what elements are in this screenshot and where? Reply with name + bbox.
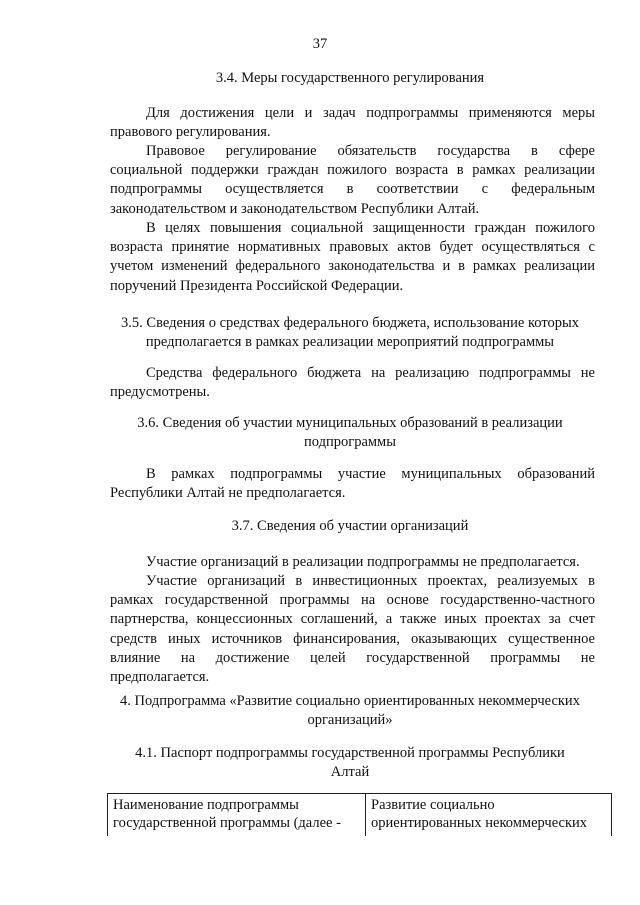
section-3-4-paragraph-3: В целях повышения социальной защищенности граждан пожилого возраста принятие нормативных правовых актов будет осуществляться с учетом изменений федерального законодательства и в рамках реализации поручений Президента Российской Федерации. xyxy=(110,220,595,294)
section-3-7-paragraph-2: Участие организаций в инвестиционных проектах, реализуемых в рамках государственной программы на основе государственно-частного партнерства, концессионных соглашений, а также иных проектах за счет средств иных источников финансирования, оказывающих существенное влияние на достижение целей государственной программы не предполагается. xyxy=(110,573,595,686)
table-row xyxy=(108,794,612,837)
section-4-title: 4. Подпрограмма «Развитие социально ориентированных некоммерческих организаций» xyxy=(120,693,580,728)
section-3-6-title: 3.6. Сведения об участии муниципальных образований в реализации подпрограммы xyxy=(137,415,563,450)
table-cell-label: Наименование подпрограммы государственной программы (далее - xyxy=(108,794,366,837)
table-cell-value: Развитие социально ориентированных некоммерческих xyxy=(366,794,612,837)
section-3-5-title: 3.5. Сведения о средствах федерального бюджета, использование которых предполагается в рамках реализации мероприятий подпрограммы xyxy=(121,315,579,350)
section-3-4-paragraph-2: Правовое регулирование обязательств государства в сфере социальной поддержки граждан пожилого возраста в рамках реализации подпрограммы осуществляется в соответствии с федеральным законодательством и законодательством Республики Алтай. xyxy=(110,143,595,217)
section-3-4-paragraph-1: Для достижения цели и задач подпрограммы применяются меры правового регулирования. xyxy=(110,105,595,141)
page-number: 37 xyxy=(312,36,328,52)
section-4-1-title: 4.1. Паспорт подпрограммы государственной программы Республики Алтай xyxy=(135,745,565,780)
passport-table xyxy=(107,793,612,836)
section-3-7-paragraph-1: Участие организаций в реализации подпрограммы не предполагается. xyxy=(146,554,580,570)
section-3-4-title: 3.4. Меры государственного регулирования xyxy=(215,70,485,86)
section-3-5-paragraph: Средства федерального бюджета на реализацию подпрограммы не предусмотрены. xyxy=(110,365,595,401)
section-3-6-paragraph: В рамках подпрограммы участие муниципальных образований Республики Алтай не предполагается. xyxy=(110,466,595,502)
section-3-7-title: 3.7. Сведения об участии организаций xyxy=(231,518,469,534)
